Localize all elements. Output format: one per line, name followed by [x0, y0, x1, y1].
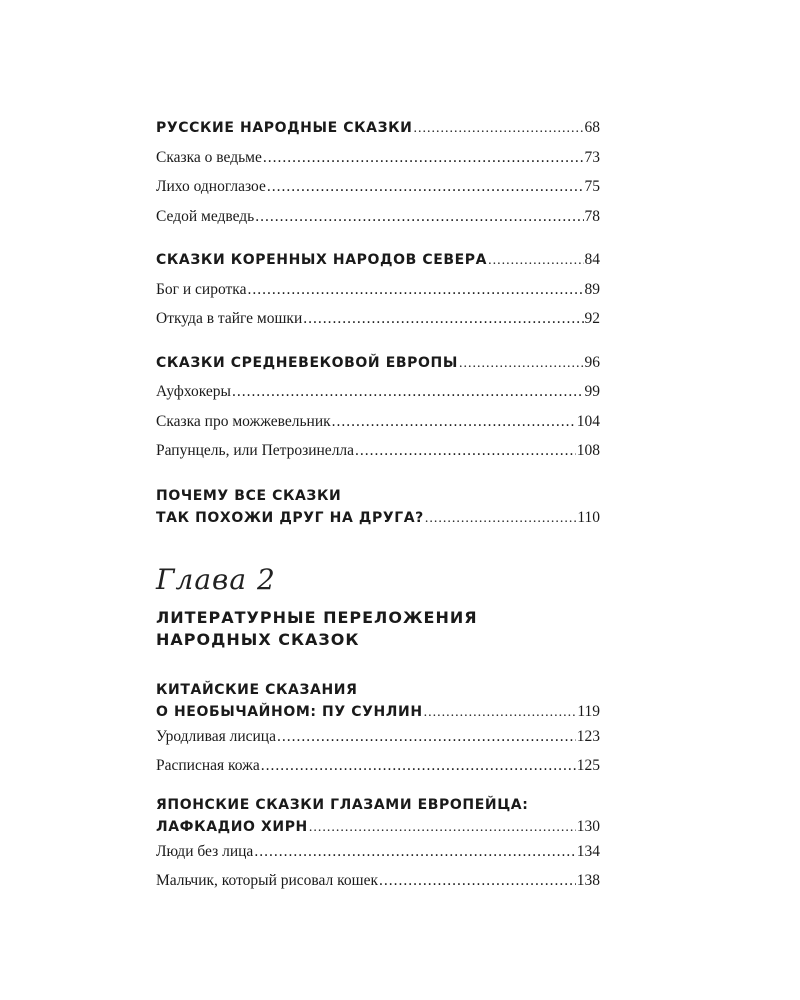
dot-leader [355, 441, 576, 461]
toc-item-title: Уродливая лисица [156, 727, 276, 745]
dot-leader [425, 508, 576, 530]
toc-page-number: 78 [584, 207, 600, 225]
toc-section-russian[interactable] [156, 118, 600, 148]
toc-page-number: 138 [576, 872, 600, 889]
toc-item[interactable] [156, 382, 600, 412]
toc-section-title-line2: ТАК ПОХОЖИ ДРУГ НА ДРУГА? [156, 509, 424, 526]
toc-section-title-line1: ПОЧЕМУ ВСЕ СКАЗКИ [156, 487, 342, 504]
dot-leader [488, 251, 583, 271]
toc-section-title: РУССКИЕ НАРОДНЫЕ СКАЗКИ [156, 120, 413, 136]
toc-item[interactable] [156, 207, 600, 237]
spacer [156, 339, 600, 353]
toc-item-title: Откуда в тайге мошки [156, 310, 303, 327]
toc-section-title: СКАЗКИ СРЕДНЕВЕКОВОЙ ЕВРОПЫ [156, 354, 458, 371]
toc-item-title: Рапунцель, или Петрозинелла [156, 442, 355, 459]
dot-leader [261, 756, 576, 776]
dot-leader [255, 207, 583, 227]
chapter-label: Глава 2 [156, 562, 276, 596]
dot-leader [309, 817, 576, 839]
toc-item-title: Мальчик, который рисовал кошек [156, 872, 378, 889]
toc-item-title: Люди без лица [156, 842, 254, 860]
toc-page-number: 75 [584, 178, 600, 195]
dot-leader [379, 871, 576, 891]
toc-section-chinese[interactable] [156, 679, 600, 727]
toc-page-number: 89 [584, 280, 600, 298]
toc-item[interactable] [156, 756, 600, 786]
toc-item-title: Седой медведь [156, 207, 255, 225]
chapter-title [156, 607, 600, 651]
toc-page-number: 108 [576, 442, 600, 459]
toc-item[interactable] [156, 842, 600, 872]
toc-item[interactable] [156, 309, 600, 339]
toc-page-number: 84 [584, 251, 600, 268]
toc-page-number: 130 [576, 817, 600, 835]
dot-leader [459, 354, 584, 374]
dot-leader [263, 148, 584, 168]
toc-item[interactable] [156, 280, 600, 310]
spacer [156, 471, 600, 485]
chapter-title-line2: НАРОДНЫХ СКАЗОК [156, 629, 360, 649]
toc-page-number: 134 [576, 842, 600, 860]
spacer [156, 786, 600, 794]
spacer [156, 236, 600, 250]
toc-page-number: 104 [576, 412, 600, 430]
toc-section-title-line1: КИТАЙСКИЕ СКАЗАНИЯ [156, 681, 358, 698]
toc-section-north[interactable] [156, 250, 600, 280]
toc-page-number: 73 [584, 148, 600, 166]
table-of-contents [156, 118, 600, 901]
dot-leader [247, 280, 583, 300]
toc-section-japanese[interactable] [156, 794, 600, 842]
toc-section-title-line2: ЛАФКАДИО ХИРН [156, 818, 308, 835]
toc-section-why[interactable] [156, 485, 600, 533]
dot-leader [332, 412, 576, 432]
toc-item-title: Бог и сиротка [156, 280, 247, 298]
toc-section-title: СКАЗКИ КОРЕННЫХ НАРОДОВ СЕВЕРА [156, 252, 488, 268]
chapter-title-line1: ЛИТЕРАТУРНЫЕ ПЕРЕЛОЖЕНИЯ [156, 607, 478, 627]
toc-item-title: Сказка про можжевельник [156, 412, 331, 430]
dot-leader [232, 382, 584, 402]
toc-section-title-line1: ЯПОНСКИЕ СКАЗКИ ГЛАЗАМИ ЕВРОПЕЙЦА: [156, 796, 529, 813]
dot-leader [267, 177, 584, 197]
toc-item[interactable] [156, 871, 600, 901]
toc-section-title-line2: О НЕОБЫЧАЙНОМ: ПУ СУНЛИН [156, 703, 423, 720]
toc-section-europe[interactable] [156, 353, 600, 383]
toc-item-title: Лихо одноглазое [156, 178, 266, 195]
toc-page-number: 119 [577, 702, 600, 720]
toc-page-number: 92 [584, 310, 600, 327]
toc-item-title: Расписная кожа [156, 757, 260, 774]
toc-item[interactable] [156, 177, 600, 207]
toc-item[interactable] [156, 441, 600, 471]
dot-leader [254, 842, 575, 862]
dot-leader [414, 119, 584, 139]
dot-leader [424, 702, 577, 724]
toc-item[interactable] [156, 412, 600, 442]
toc-page-number: 123 [576, 727, 600, 745]
toc-item-title: Ауфхокеры [156, 383, 231, 400]
toc-page-number: 125 [576, 757, 600, 774]
toc-page-number: 110 [577, 508, 600, 526]
dot-leader [303, 309, 583, 329]
toc-page-number: 99 [584, 383, 600, 400]
toc-page-number: 68 [584, 119, 600, 136]
toc-item[interactable] [156, 727, 600, 757]
toc-item[interactable] [156, 148, 600, 178]
dot-leader [277, 727, 576, 747]
toc-page-number: 96 [584, 353, 600, 371]
toc-item-title: Сказка о ведьме [156, 148, 262, 166]
